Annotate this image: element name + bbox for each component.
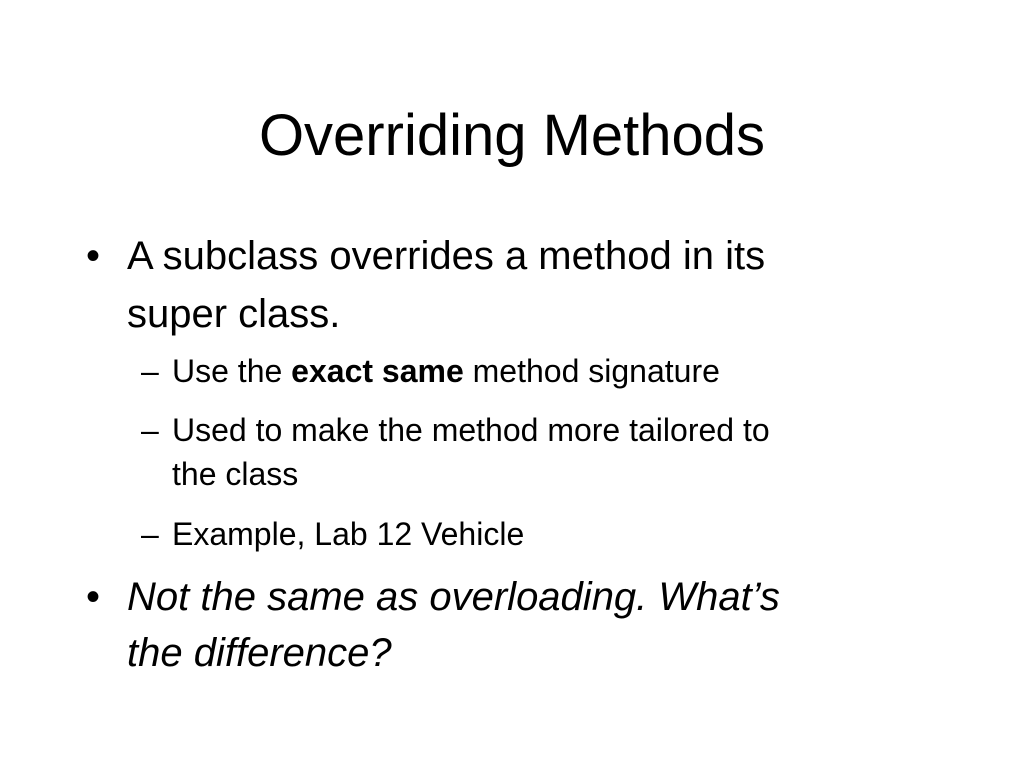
sub-bullet-1: [172, 349, 720, 393]
sub-bullet-2-line-2: the class: [172, 456, 299, 492]
bullet-2-line-2: the difference?: [127, 631, 392, 675]
sub-bullet-1-emphasis: exact same: [291, 353, 464, 389]
bullet-1-line-1: A subclass overrides a method in its: [127, 234, 766, 278]
bullet-1-line-2: super class.: [127, 292, 341, 336]
slide-title: Overriding Methods: [258, 103, 766, 168]
sub-bullet-1-before: Use the: [172, 353, 292, 389]
sub-bullet-marker: –: [141, 516, 159, 552]
bullet-2-line-1: Not the same as overloading. What’s: [127, 575, 780, 619]
bullet-marker: •: [86, 234, 101, 278]
bullet-marker: •: [86, 575, 101, 619]
sub-bullet-marker: –: [141, 412, 159, 448]
sub-bullet-2-line-1: Used to make the method more tailored to: [172, 412, 770, 448]
sub-bullet-marker: –: [141, 353, 159, 389]
sub-bullet-3: Example, Lab 12 Vehicle: [172, 516, 525, 552]
sub-bullet-1-after: method signature: [463, 353, 720, 389]
